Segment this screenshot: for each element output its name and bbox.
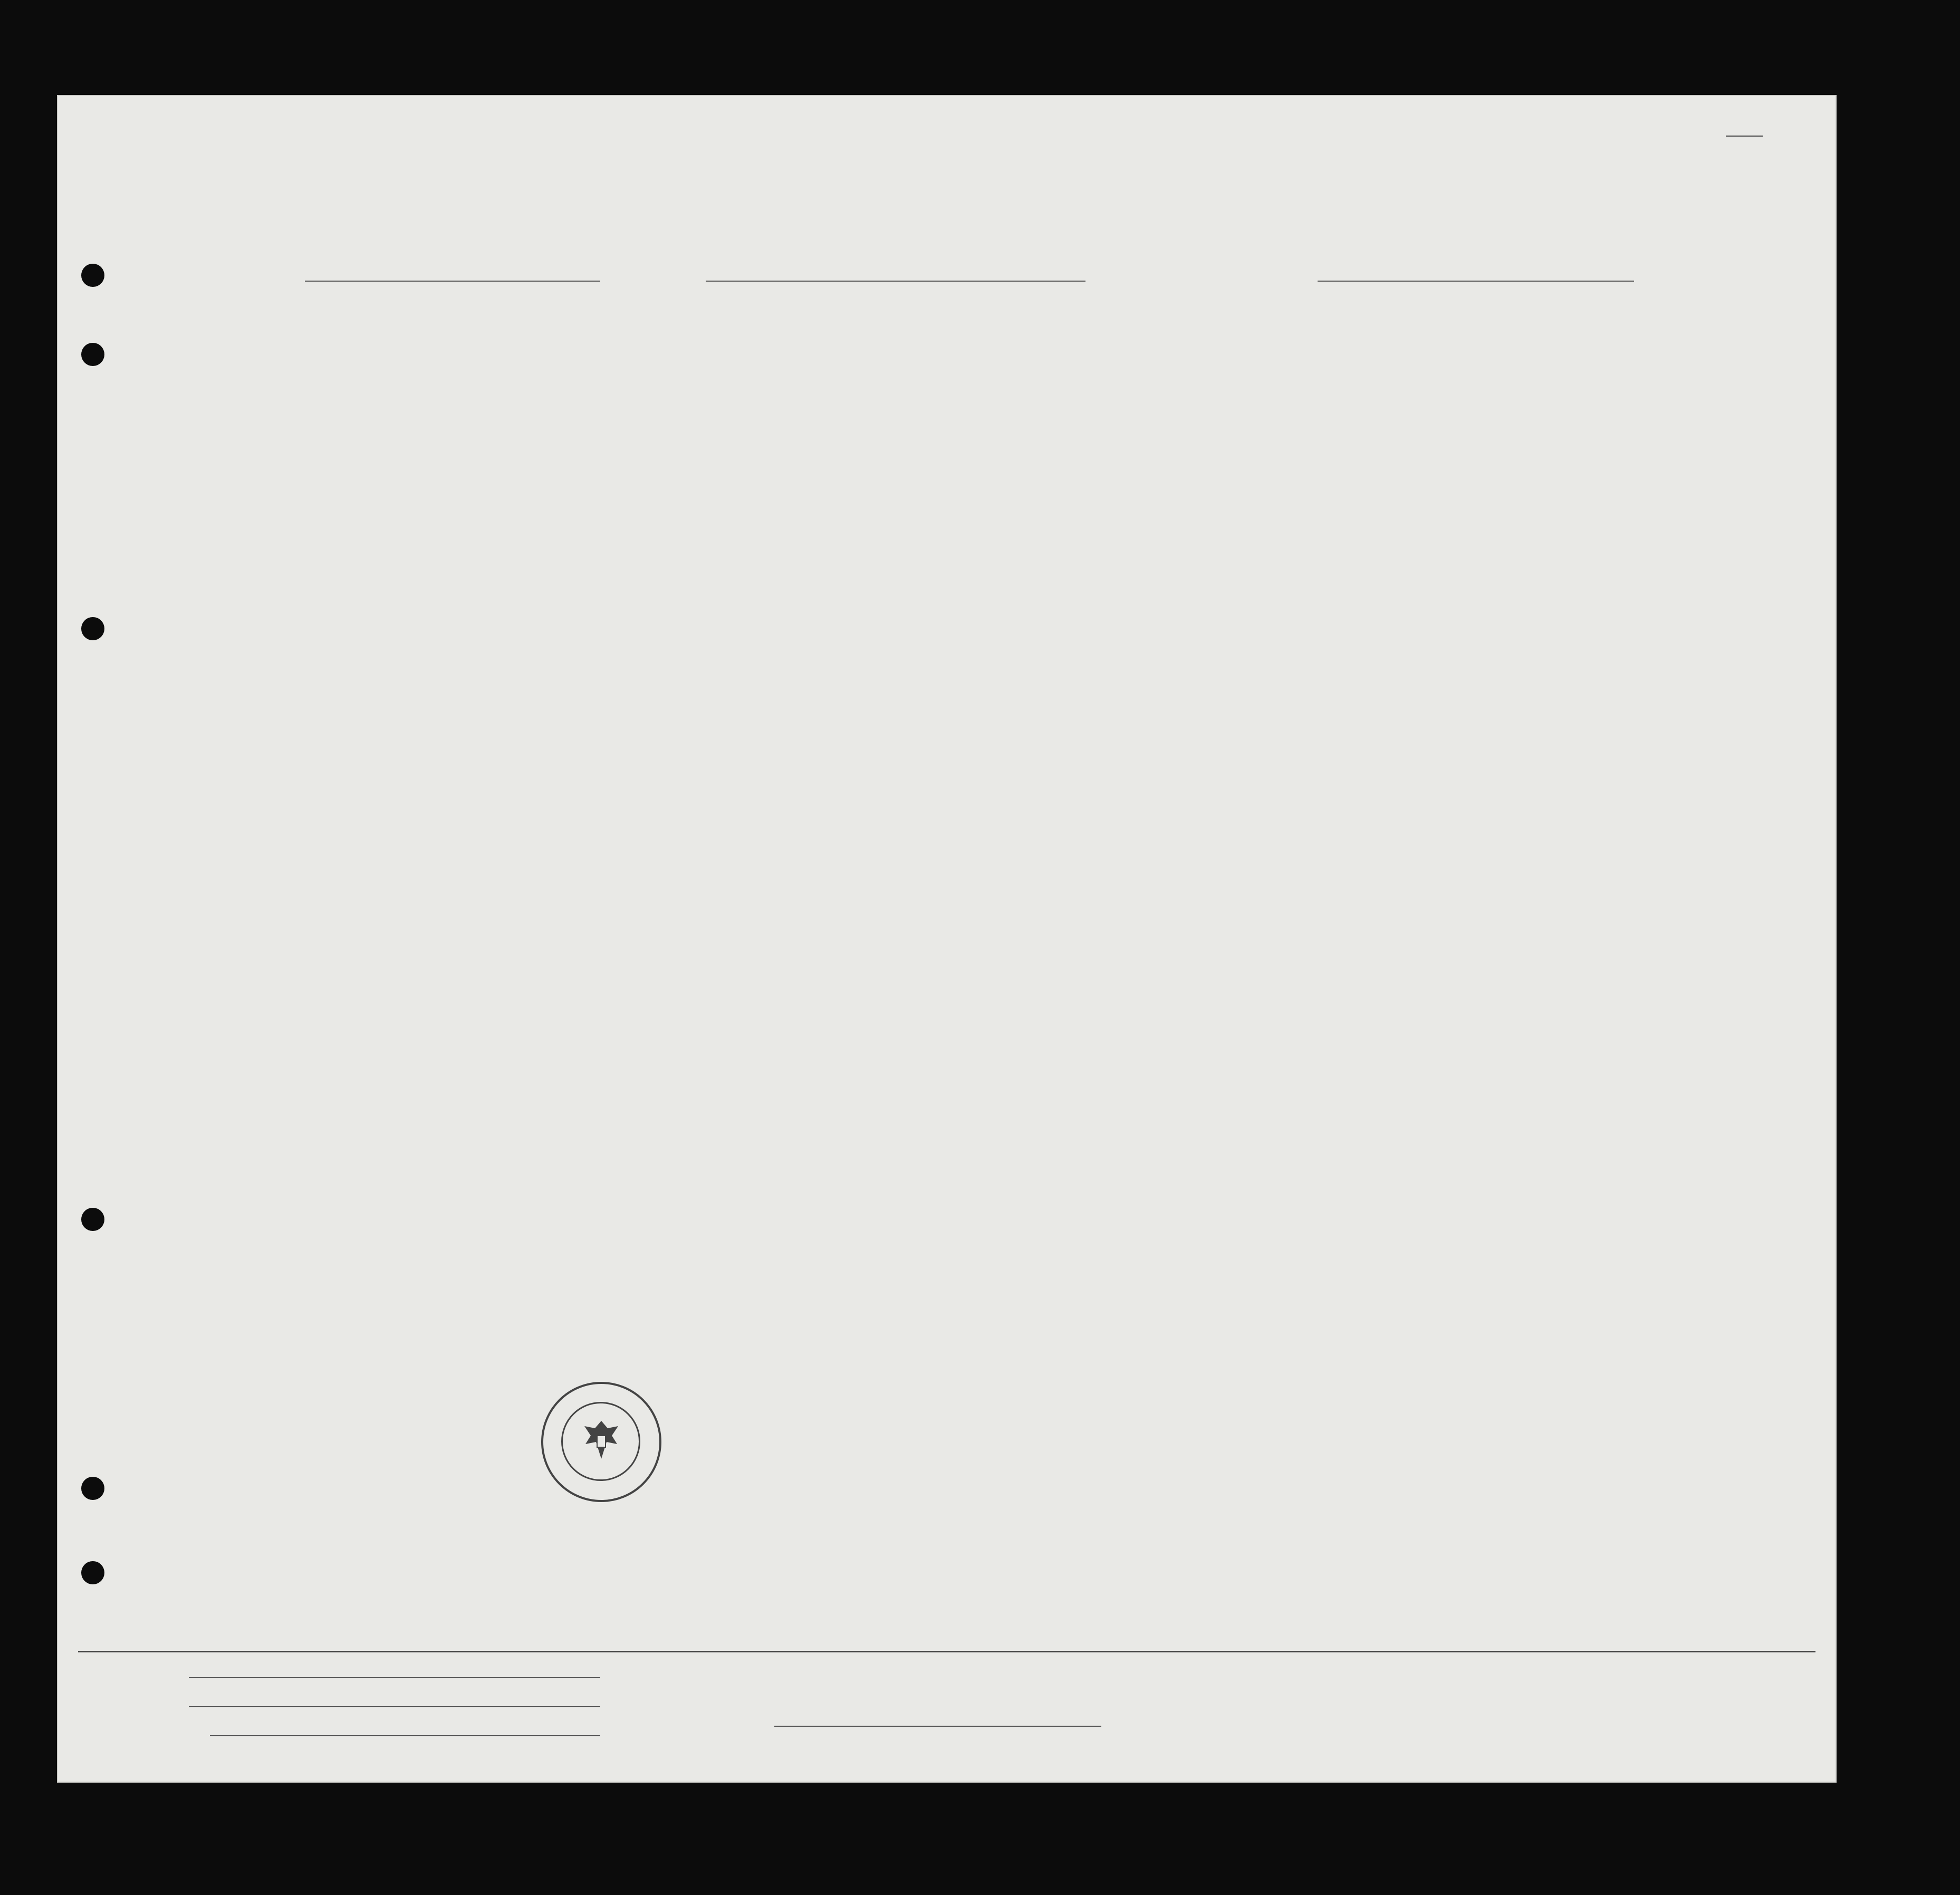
footer-divider	[78, 1651, 1815, 1652]
line-underline	[189, 1677, 600, 1678]
signature-line	[774, 1726, 1101, 1727]
arriving-underline	[706, 281, 1085, 282]
consular-seal	[541, 1382, 661, 1502]
voyage-line	[57, 253, 1837, 285]
punch-hole	[81, 264, 104, 287]
owners-underline	[189, 1706, 600, 1707]
punch-hole	[81, 343, 104, 366]
manifest-sheet	[57, 95, 1837, 1783]
agents-underline	[210, 1735, 600, 1736]
sheet-value	[1726, 136, 1763, 137]
from-underline	[1318, 281, 1634, 282]
sheet-number	[1726, 124, 1763, 140]
punch-hole	[81, 617, 104, 640]
punch-hole	[81, 1561, 104, 1584]
eagle-icon	[580, 1417, 622, 1464]
punch-hole	[81, 1477, 104, 1500]
vessel-underline	[305, 281, 600, 282]
punch-hole	[81, 1208, 104, 1231]
